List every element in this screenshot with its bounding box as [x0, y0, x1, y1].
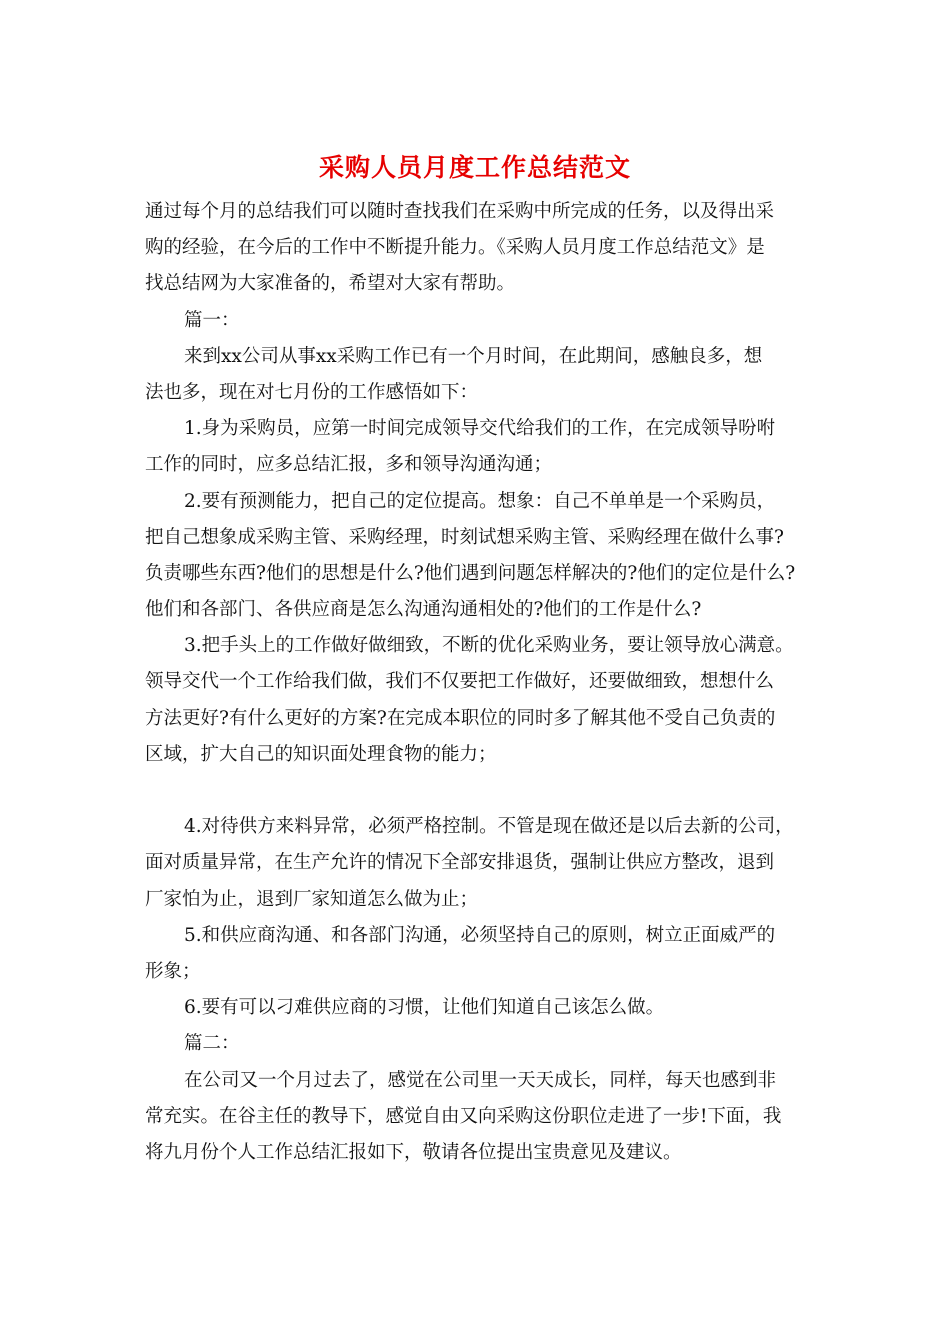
list-item-1: 1.身为采购员，应第一时间完成领导交代给我们的工作，在完成领导吩咐	[184, 418, 776, 440]
section-heading-1: 篇一：	[184, 309, 240, 331]
list-item-5: 5.和供应商沟通、和各部门沟通，必须坚持自己的原则，树立正面威严的	[184, 924, 776, 946]
text-line: 他们和各部门、各供应商是怎么沟通沟通相处的?他们的工作是什么?	[145, 599, 702, 621]
text-line: 将九月份个人工作总结汇报如下，敬请各位提出宝贵意见及建议。	[145, 1141, 682, 1163]
text-line: 方法更好?有什么更好的方案?在完成本职位的同时多了解其他不受自己负责的	[145, 707, 776, 729]
text-line: 负责哪些东西?他们的思想是什么?他们遇到问题怎样解决的?他们的定位是什么?	[145, 562, 796, 584]
text-line: 面对质量异常，在生产允许的情况下全部安排退货，强制让供应方整改，退到	[145, 852, 775, 874]
text-line: 把自己想象成采购主管、采购经理，时刻试想采购主管、采购经理在做什么事?	[145, 526, 784, 548]
blank-line	[145, 773, 815, 809]
section-heading-2: 篇二：	[184, 1033, 240, 1055]
list-item-4: 4.对待供方来料异常，必须严格控制。不管是现在做还是以后去新的公司，	[184, 816, 794, 838]
text-line: 区域，扩大自己的知识面处理食物的能力；	[145, 743, 497, 765]
text-line: 形象；	[145, 960, 201, 982]
text-line: 法也多，现在对七月份的工作感悟如下：	[145, 381, 479, 403]
text-line: 来到xx公司从事xx采购工作已有一个月时间，在此期间，感触良多，想	[184, 345, 763, 367]
text-line: 领导交代一个工作给我们做，我们不仅要把工作做好，还要做细致，想想什么	[145, 671, 775, 693]
text-line: 厂家怕为止，退到厂家知道怎么做为止；	[145, 888, 479, 910]
text-line: 工作的同时，应多总结汇报，多和领导沟通沟通；	[145, 454, 553, 476]
text-line: 购的经验，在今后的工作中不断提升能力。《采购人员月度工作总结范文》是	[145, 237, 765, 259]
text-line: 在公司又一个月过去了，感觉在公司里一天天成长，同样，每天也感到非	[184, 1069, 777, 1091]
text-line: 通过每个月的总结我们可以随时查找我们在采购中所完成的任务，以及得出采	[145, 201, 775, 222]
text-line: 常充实。在谷主任的教导下，感觉自由又向采购这份职位走进了一步!下面，我	[145, 1105, 782, 1127]
list-item-6: 6.要有可以刁难供应商的习惯，让他们知道自己该怎么做。	[184, 997, 665, 1019]
document-body	[145, 194, 815, 1171]
list-item-3: 3.把手头上的工作做好做细致，不断的优化采购业务，要让领导放心满意。	[184, 635, 794, 657]
list-item-2: 2.要有预测能力，把自己的定位提高。想象：自己不单单是一个采购员，	[184, 490, 776, 512]
document-title: 采购人员月度工作总结范文	[318, 153, 631, 182]
text-line: 找总结网为大家准备的，希望对大家有帮助。	[145, 273, 516, 295]
